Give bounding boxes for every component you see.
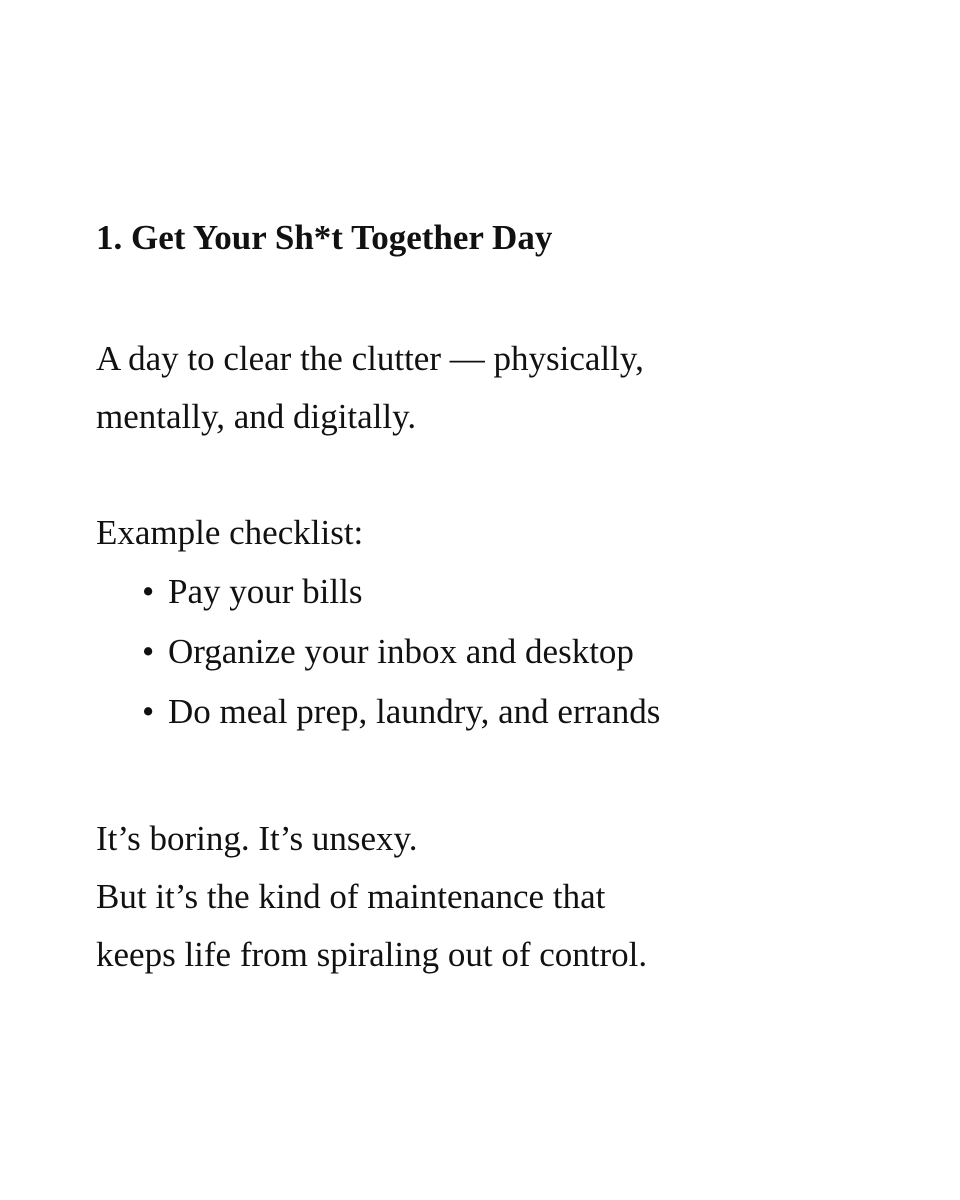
closing-line-3: keeps life from spiraling out of control. bbox=[96, 935, 648, 974]
spacer bbox=[96, 268, 916, 330]
checklist-item-text: Organize your inbox and desktop bbox=[168, 632, 634, 671]
example-checklist bbox=[96, 562, 916, 742]
section-content bbox=[96, 208, 916, 984]
checklist-item bbox=[96, 682, 916, 742]
bullet-icon: • bbox=[142, 572, 155, 611]
checklist-item-text: Do meal prep, laundry, and errands bbox=[168, 692, 661, 731]
bullet-icon: • bbox=[142, 632, 155, 671]
closing-line-1: It’s boring. It’s unsexy. bbox=[96, 819, 418, 858]
checklist-item bbox=[96, 622, 916, 682]
bullet-icon: • bbox=[142, 692, 155, 731]
checklist-title: Example checklist: bbox=[96, 513, 364, 552]
section-heading: 1. Get Your Sh*t Together Day bbox=[96, 218, 553, 257]
checklist-item-text: Pay your bills bbox=[168, 572, 363, 611]
intro-line-1: A day to clear the clutter — physically, bbox=[96, 339, 644, 378]
spacer bbox=[96, 742, 916, 810]
checklist-item bbox=[96, 562, 916, 622]
closing-line-2: But it’s the kind of maintenance that bbox=[96, 877, 606, 916]
intro-line-2: mentally, and digitally. bbox=[96, 397, 417, 436]
spacer bbox=[96, 446, 916, 504]
